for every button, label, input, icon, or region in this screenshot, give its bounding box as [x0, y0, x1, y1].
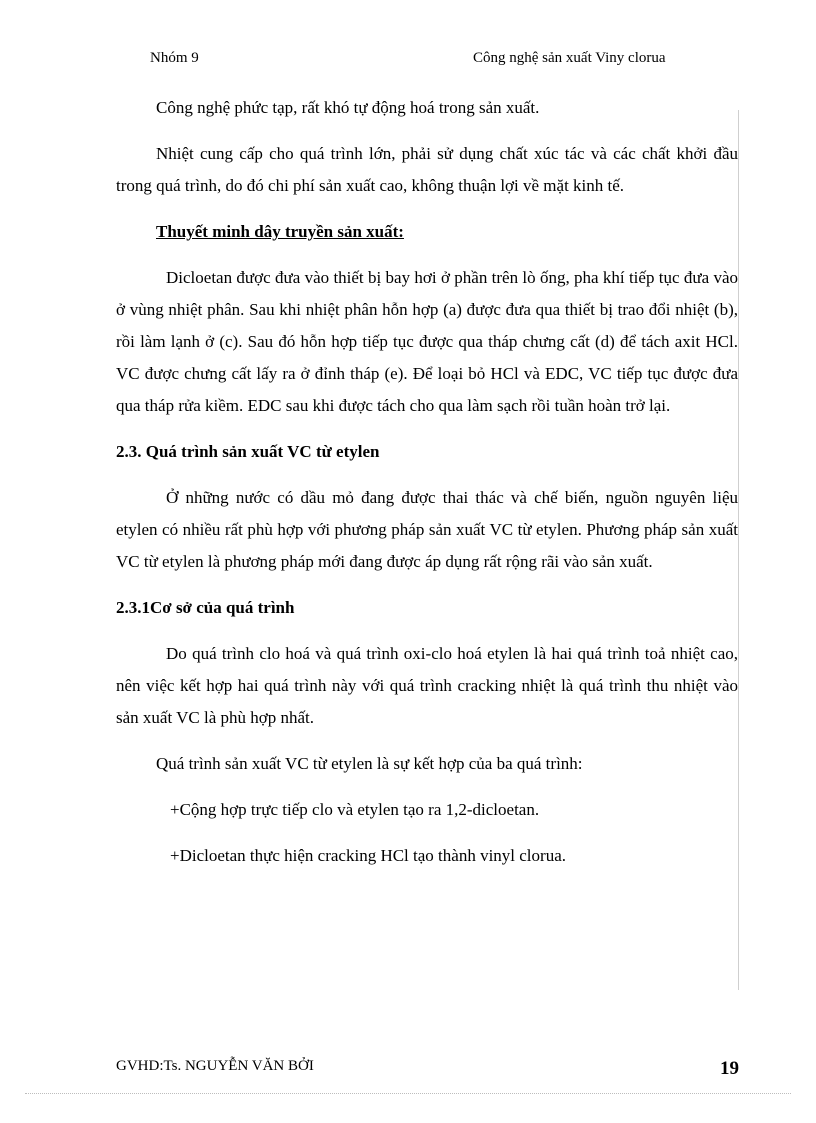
page-border-line: [738, 110, 739, 990]
bullet-item-1: +Cộng hợp trực tiếp clo và etylen tạo ra 1,2-dicloetan.: [170, 800, 540, 819]
section-heading-explanation: Thuyết minh dây truyền sản xuất:: [156, 222, 404, 241]
paragraph-1: Công nghệ phức tạp, rất khó tự động hoá trong sản xuất.: [156, 98, 540, 117]
bullet-item-2: +Dicloetan thực hiện cracking HCl tạo thành vinyl clorua.: [170, 846, 566, 865]
paragraph-4: Ở những nước có dầu mỏ đang được thai thác và chế biến, nguồn nguyên liệu etylen có nhiều rất phù hợp với phương pháp sản xuất VC từ etylen. Phương pháp sản xuất VC từ etylen là phương pháp mới đang được áp dụng rất rộng rãi vào sản xuất.: [116, 488, 738, 571]
header-document-title: Công nghệ sản xuất Viny clorua: [473, 50, 666, 66]
paragraph-5: Do quá trình clo hoá và quá trình oxi-clo hoá etylen là hai quá trình toả nhiệt cao, nên việc kết hợp hai quá trình này với quá trình cracking nhiệt là quá trình thu nhiệt vào sản xuất VC là phù hợp nhất.: [116, 644, 738, 727]
page-body: [116, 92, 738, 886]
footer-advisor: GVHD:Ts. NGUYỄN VĂN BỞI: [116, 1058, 314, 1074]
page-number: 19: [720, 1058, 739, 1079]
footer-divider: [25, 1093, 791, 1094]
paragraph-3: Dicloetan được đưa vào thiết bị bay hơi ở phần trên lò ống, pha khí tiếp tục đưa vào ở vùng nhiệt phân. Sau khi nhiệt phân hỗn hợp (a) được đưa qua thiết bị trao đổi nhiệt (b), rồi làm lạnh ở (c). Sau đó hỗn hợp tiếp tục được qua tháp chưng cất (d) để tách axit HCl. VC được chưng cất lấy ra ở đỉnh tháp (e). Để loại bỏ HCl và EDC, VC tiếp tục được đưa qua tháp rửa kiềm. EDC sau khi được tách cho qua làm sạch rồi tuần hoàn trở lại.: [116, 268, 738, 415]
paragraph-6: Quá trình sản xuất VC từ etylen là sự kết hợp của ba quá trình:: [156, 754, 583, 773]
paragraph-2: Nhiệt cung cấp cho quá trình lớn, phải sử dụng chất xúc tác và các chất khởi đầu trong quá trình, do đó chi phí sản xuất cao, không thuận lợi về mặt kinh tế.: [116, 144, 738, 195]
section-heading-2-3: 2.3. Quá trình sản xuất VC từ etylen: [116, 442, 380, 461]
header-group-name: Nhóm 9: [150, 50, 199, 66]
section-heading-2-3-1: 2.3.1Cơ sở của quá trình: [116, 598, 295, 617]
